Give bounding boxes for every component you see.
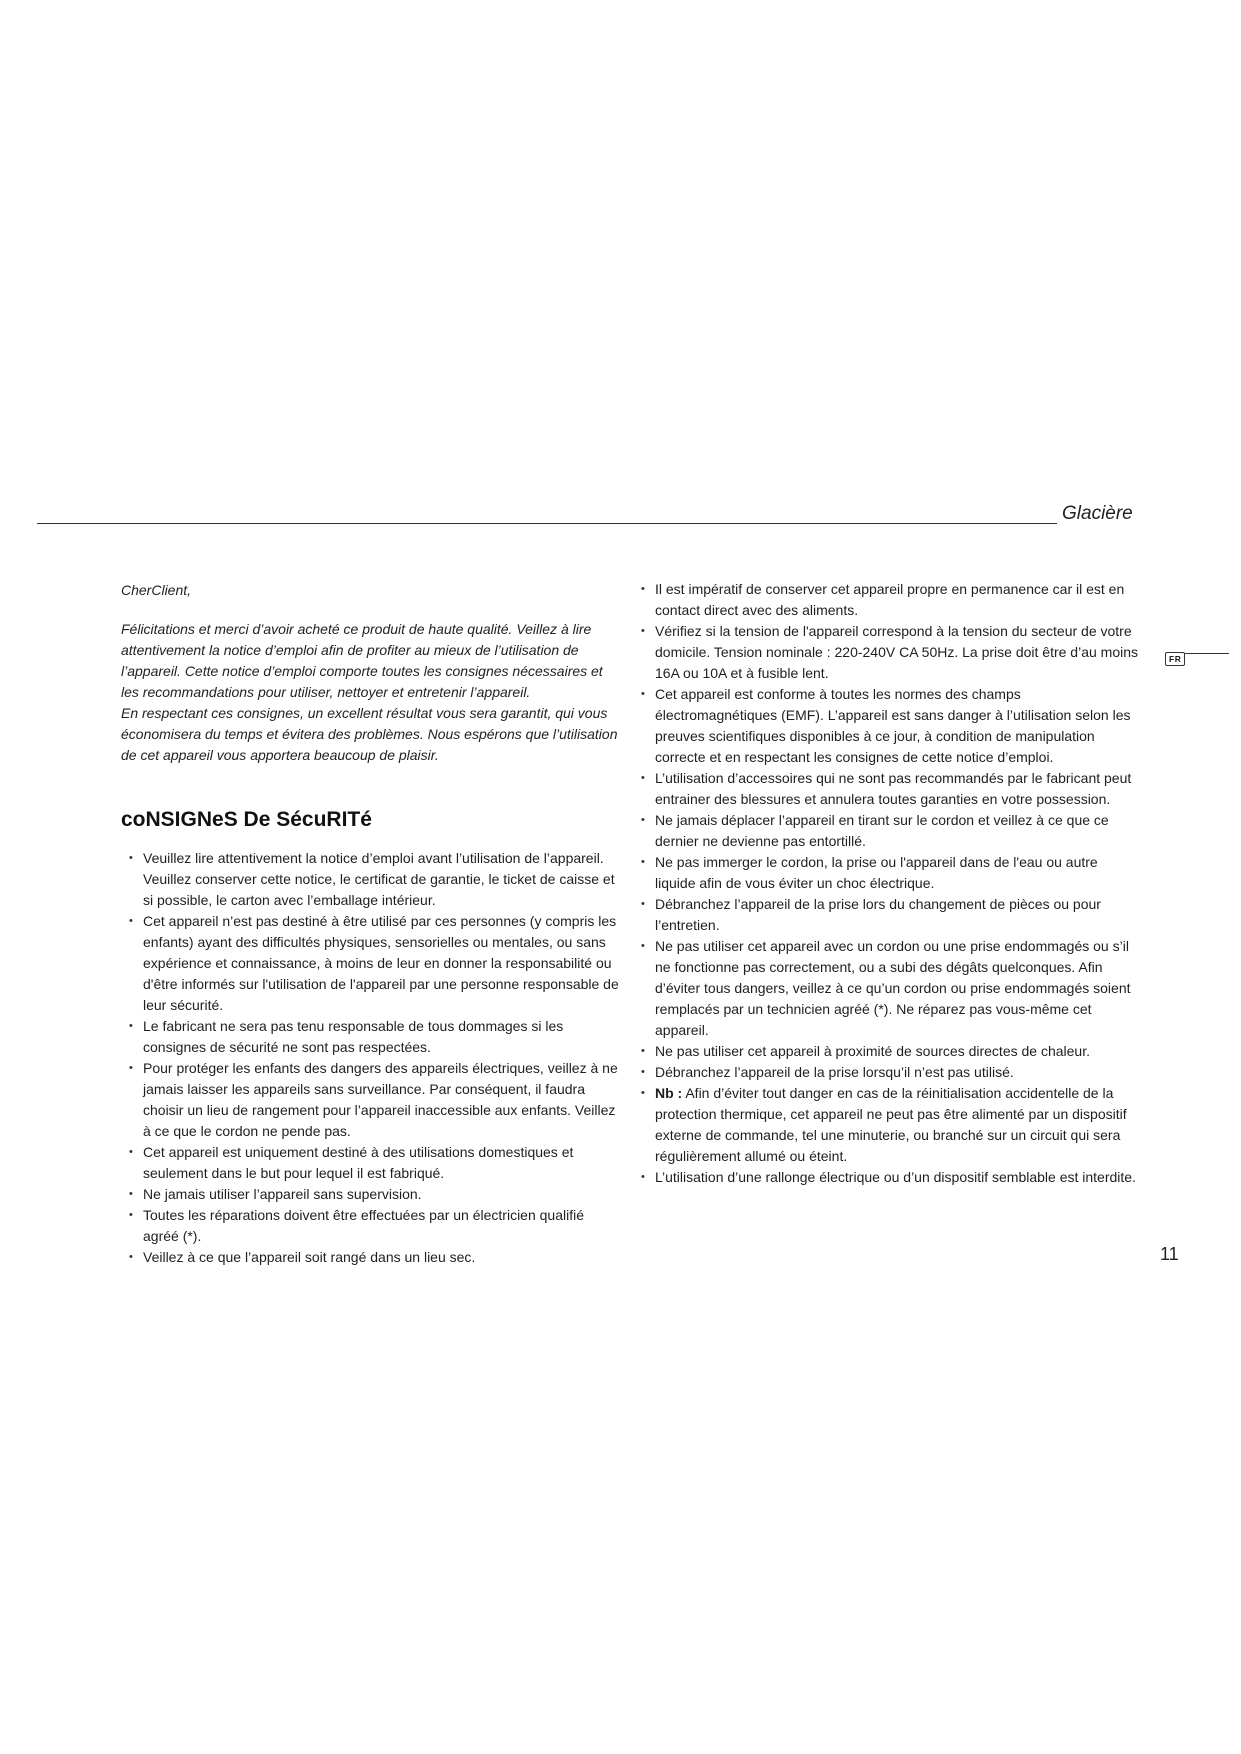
nb-label: Nb :: [655, 1085, 683, 1101]
intro: [121, 580, 621, 766]
intro-paragraph: Félicitations et merci d’avoir acheté ce produit de haute qualité. Veillez à lire attentivement la notice d’emploi afin de profiter au mieux de l’utilisation de l’appareil. Cette notice d’emploi comporte toutes les consignes nécessaires et les recommandations pour utiliser, nettoyer et entretenir l’appareil.: [121, 621, 603, 700]
language-tab: [1165, 652, 1229, 666]
list-item: • Cet appareil n’est pas destiné à être utilisé par ces personnes (y compris les enfants) ayant des difficultés physiques, sensorielles ou mentales, ou sans expérience et connaissance, à moins de leur en donner la responsabilité ou d'être informés sur l'utilisation de l'appareil par une personne responsable de leur sécurité.: [127, 911, 621, 1016]
intro-paragraph: En respectant ces consignes, un excellent résultat vous sera garantit, qui vous économisera du temps et évitera des problèmes. Nous espérons que l’utilisation de cet appareil vous apportera beaucoup de plaisir.: [121, 705, 618, 763]
list-item: • Ne pas utiliser cet appareil avec un cordon ou une prise endommagés ou s’il ne fonctionne pas correctement, ou a subi des dégâts quelconques. Afin d’éviter tous dangers, veillez à ce qu’un cordon ou prise endommagés soient remplacés par un technicien agréé (*). Ne réparez pas vous-même cet appareil.: [639, 936, 1139, 1041]
list-item: • Ne pas utiliser cet appareil à proximité de sources directes de chaleur.: [639, 1041, 1139, 1062]
list-item: • L’utilisation d’accessoires qui ne sont pas recommandés par le fabricant peut entrainer des blessures et annulera toutes garanties en votre possession.: [639, 768, 1139, 810]
list-item: • Il est impératif de conserver cet appareil propre en permanence car il est en contact direct avec des aliments.: [639, 579, 1139, 621]
header-title: Glacière: [1062, 503, 1133, 524]
section-title: coNSIGNeS De SécuRITé: [121, 808, 372, 831]
safety-list-right: [639, 579, 1139, 1188]
list-item: • Débranchez l’appareil de la prise lors du changement de pièces ou pour l’entretien.: [639, 894, 1139, 936]
list-item: • Toutes les réparations doivent être effectuées par un électricien qualifié agréé (*).: [127, 1205, 621, 1247]
list-item: • Cet appareil est conforme à toutes les normes des champs électromagnétiques (EMF). L’appareil est sans danger à l’utilisation selon les preuves scientifiques disponibles à ce jour, à condition de manipulation correcte et en respectant les consignes de cette notice d’emploi.: [639, 684, 1139, 768]
list-item: • Débranchez l’appareil de la prise lorsqu’il n’est pas utilisé.: [639, 1062, 1139, 1083]
safety-list-left: [121, 848, 621, 1268]
right-column: [639, 579, 1139, 1188]
list-item: • Veillez à ce que l’appareil soit rangé dans un lieu sec.: [127, 1247, 621, 1268]
language-tab-label: FR: [1165, 652, 1185, 666]
header-rule: [37, 523, 1057, 524]
left-column: [121, 580, 621, 1268]
list-item: • Pour protéger les enfants des dangers des appareils électriques, veillez à ne jamais laisser les appareils sans surveillance. Par conséquent, il faudra choisir un lieu de rangement pour l’appareil inaccessible aux enfants. Veillez à ce que le cordon ne pende pas.: [127, 1058, 621, 1142]
list-item: • Ne jamais déplacer l’appareil en tirant sur le cordon et veillez à ce que ce dernier ne devienne pas entortillé.: [639, 810, 1139, 852]
nb-text: Afin d’éviter tout danger en cas de la réinitialisation accidentelle de la protection thermique, cet appareil ne peut pas être alimenté par un dispositif externe de commande, tel une minuterie, ou branché sur un circuit qui sera régulièrement allumé ou éteint.: [655, 1085, 1127, 1164]
list-item: • Ne pas immerger le cordon, la prise ou l'appareil dans de l'eau ou autre liquide afin de vous éviter un choc électrique.: [639, 852, 1139, 894]
greeting: CherClient,: [121, 582, 192, 598]
language-tab-rule: [1185, 653, 1229, 654]
list-item: • Ne jamais utiliser l’appareil sans supervision.: [127, 1184, 621, 1205]
list-item: • Vérifiez si la tension de l'appareil correspond à la tension du secteur de votre domicile. Tension nominale : 220-240V CA 50Hz. La prise doit être d’au moins 16A ou 10A et à fusible lent.: [639, 621, 1139, 684]
list-item: • Cet appareil est uniquement destiné à des utilisations domestiques et seulement dans le but pour lequel il est fabriqué.: [127, 1142, 621, 1184]
nb-list-item: [639, 1083, 1139, 1167]
list-item: • Veuillez lire attentivement la notice d’emploi avant l’utilisation de l’appareil. Veuillez conserver cette notice, le certificat de garantie, le ticket de caisse et si possible, le carton avec l’emballage intérieur.: [127, 848, 621, 911]
page-number: 11: [1160, 1244, 1179, 1264]
list-item: • Le fabricant ne sera pas tenu responsable de tous dommages si les consignes de sécurité ne sont pas respectées.: [127, 1016, 621, 1058]
list-item: • L’utilisation d’une rallonge électrique ou d’un dispositif semblable est interdite.: [639, 1167, 1139, 1188]
